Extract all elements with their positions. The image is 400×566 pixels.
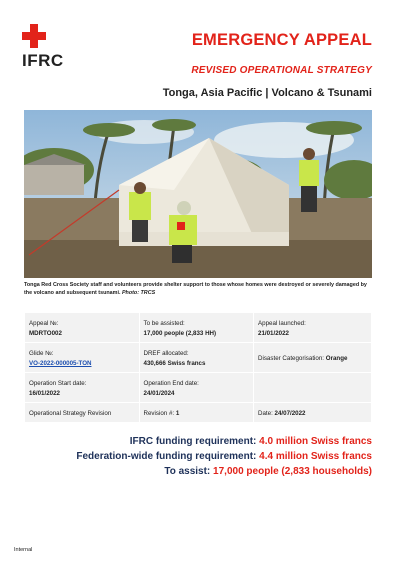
location-heading: Tonga, Asia Pacific | Volcano & Tsunami: [162, 87, 372, 99]
cover-photo: [24, 110, 372, 278]
launched-cell: Appeal launched: 21/01/2022: [254, 313, 372, 343]
logo-wordmark: IFRC: [22, 51, 64, 70]
federation-funding-line: Federation-wide funding requirement: 4.4 million Swiss francs: [76, 451, 372, 462]
appeal-info-table: [24, 312, 372, 423]
glide-cell: Glide №: VO-2022-000005-TON: [25, 343, 140, 373]
table-row: [25, 343, 372, 373]
empty-cell: [254, 373, 372, 403]
page-title: EMERGENCY APPEAL: [191, 31, 372, 49]
appeal-number-cell: Appeal №: MDRTO002: [25, 313, 140, 343]
caption-text: Tonga Red Cross Society staff and volunteers provide shelter support to those whose homes were destroyed or severely damaged by the volcano and subsequent tsunami.: [24, 282, 367, 296]
dref-cell: DREF allocated: 430,666 Swiss francs: [139, 343, 254, 373]
assist-line: To assist: 17,000 people (2,833 households): [164, 466, 372, 477]
revision-label-cell: Operational Strategy Revision: [25, 403, 140, 423]
table-row: [25, 373, 372, 403]
op-end-cell: Operation End date: 24/01/2024: [139, 373, 254, 403]
photo-caption: [24, 281, 372, 297]
revision-date-cell: Date: 24/07/2022: [254, 403, 372, 423]
table-row: [25, 313, 372, 343]
revision-number-cell: Revision #: 1: [139, 403, 254, 423]
shelter-tent-photo: [24, 110, 372, 278]
ifrc-logo: [22, 24, 80, 71]
op-start-cell: Operation Start date: 16/01/2022: [25, 373, 140, 403]
photo-credit: Photo: TRCS: [121, 290, 156, 296]
table-row: [25, 403, 372, 423]
funding-summary: [76, 434, 372, 479]
ifrc-funding-line: IFRC funding requirement: 4.0 million Swiss francs: [129, 436, 372, 447]
red-cross-crescent-icon: [22, 24, 72, 48]
glide-link[interactable]: VO-2022-000005-TON: [29, 360, 92, 367]
classification-label: Internal: [14, 547, 33, 553]
page-subtitle: REVISED OPERATIONAL STRATEGY: [191, 65, 372, 76]
to-assist-cell: To be assisted: 17,000 people (2,833 HH): [139, 313, 254, 343]
categorisation-cell: Disaster Categorisation: Orange: [254, 343, 372, 373]
